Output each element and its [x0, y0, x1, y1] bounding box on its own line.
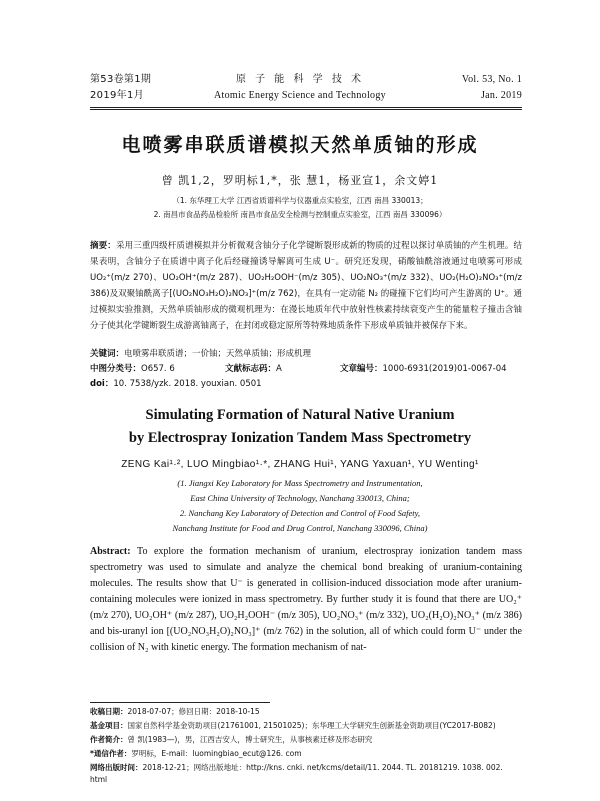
en-title-line-2: by Electrospray Ionization Tandem Mass Spectrometry: [128, 430, 472, 446]
cn-keywords-label: 关键词：: [90, 349, 125, 359]
cn-article-no-label: 文章编号：: [340, 364, 383, 374]
cn-abstract: [90, 238, 522, 334]
footnote-online-label: 网络出版时间：: [90, 763, 143, 772]
en-affiliation-line-1: (1. Jiangxi Key Laboratory for Mass Spectrometry and Instrumentation,: [177, 478, 423, 488]
cn-doc-code-value: A: [276, 364, 282, 374]
footnote-funding: [90, 720, 522, 732]
header-date-cn: 2019年1月: [90, 90, 144, 101]
en-affiliation-line-2: East China University of Technology, Nanchang 330013, China;: [190, 493, 410, 503]
cn-doi-label: doi：: [90, 379, 114, 389]
footnote-corresponding: [90, 748, 522, 760]
header-rule-top: [90, 107, 522, 108]
footnote-received-label: 收稿日期：: [90, 707, 128, 716]
en-affiliation-line-4: Nanchang Institute for Food and Drug Control, Nanchang 330096, China): [172, 523, 428, 533]
footnote-author-bio-text: 曾 凯(1983—)，男，江西吉安人，博士研究生，从事核素迁移及形态研究: [127, 735, 373, 744]
footnote-online-text: 2018-12-21；网络出版地址：http://kns. cnki. net/kcms/detail/11. 2044. TL. 20181219. 1038. 002. html: [90, 763, 503, 784]
cn-article-no: [340, 362, 507, 376]
cn-doc-code: [225, 362, 282, 376]
cn-clc-label: 中图分类号：: [90, 364, 142, 374]
footnote-received-text: 2018-07-07；修回日期：2018-10-15: [127, 707, 260, 716]
cn-affiliation-1: （1. 东华理工大学 江西省质谱科学与仪器重点实验室，江西 南昌 330013；: [172, 196, 428, 205]
cn-abstract-text: 采用三重四级杆质谱模拟并分析微观含铀分子化学键断裂形成新的物质的过程以探讨单质铀的产生机理。结果表明，含铀分子在质谱中离子化后经碰撞诱导解离可生成 U⁻。研究还发现，硝酸铀酰溶液通过电喷雾可形成 UO₂⁺(m/z 270)、UO₂OH⁺(m/z 287)、UO₂H₂OOH⁻(m/z 305)、UO₂NO₃⁺(m/z 332)、UO₂(H₂O)₂NO₃⁺(m/z 386)及双聚铀酰离子[(UO₂NO₃H₂O)₂NO₃]⁺(m/z 762)，在具有一定动能 N₂ 的碰撞下它们均可产生游离的 U⁺。通过模拟实验推测，天然单质铀形成的微观机理为：在漫长地质年代中放射性核素持续衰变产生的能量粒子撞击含铀分子使其化学键断裂生成游离铀离子，在封闭或稳定原所等特殊地质条件下形成单质铀并被保存下来。: [90, 241, 522, 331]
en-abstract-text: To explore the formation mechanism of uranium, electrospray ionization tandem mass spectrometry was used to simulate and analyze the chemical bond breaking of uranium-containing molecules. The results show that U⁻ is generated in collision-induced dissociation mode after uranium-containing molecules were ionized in mass spectrometry. By further study it is found that there are UO₂⁺ (m/z 270), UO₂OH⁺ (m/z 287), UO₂H₂OOH⁻ (m/z 305), UO₂NO₃⁺ (m/z 332), UO₂(H₂O)₂NO₃⁺ (m/z 386) and bis-uranyl ion [(UO₂NO₃H₂O)₂NO₃]⁺ (m/z 762) in the solution, all of which could form U⁻ under the collision of N₂ with kinetic energy. The formation mechanism of nat-: [90, 546, 523, 653]
cn-authors: 曾 凯1,2，罗明标1,*，张 慧1，杨亚宣1，余文婷1: [161, 174, 439, 187]
footnote-received: [90, 706, 522, 718]
cn-abstract-label: 摘要：: [90, 241, 116, 251]
en-abstract: [90, 544, 522, 656]
header-date-en: Jan. 2019: [480, 90, 522, 101]
footnote-funding-label: 基金项目：: [90, 721, 128, 730]
en-affiliation-line-3: 2. Nanchang Key Laboratory of Detection and Control of Food Safety,: [179, 508, 421, 518]
header-volume-en: Vol. 53, No. 1: [461, 74, 522, 85]
footnote-corresponding-text: 罗明标，E-mail：luomingbiao_ecut@126. com: [131, 749, 302, 758]
header-rule-bottom: [90, 109, 522, 110]
cn-affiliation-2: 2. 南昌市食品药品检验所 南昌市食品安全检测与控制重点实验室，江西 南昌 330096）: [153, 210, 447, 219]
cn-doc-code-label: 文献标志码：: [225, 364, 277, 374]
cn-title: 电喷雾串联质谱模拟天然单质铀的形成: [121, 134, 479, 156]
cn-keywords: [90, 347, 311, 361]
header-journal-en: Atomic Energy Science and Technology: [214, 90, 386, 101]
footnote-corresponding-label: *通信作者：: [90, 749, 132, 758]
en-abstract-label: Abstract:: [90, 546, 131, 557]
header-journal-cn: 原 子 能 科 学 技 术: [235, 74, 365, 85]
footnote-author-bio: [90, 734, 522, 746]
footnote-author-bio-label: 作者简介：: [90, 735, 128, 744]
cn-clc: [90, 362, 175, 376]
en-title-line-1: Simulating Formation of Natural Native Uranium: [145, 407, 455, 423]
footnote-rule: [90, 702, 270, 703]
cn-article-no-value: 1000-6931(2019)01-0067-04: [382, 364, 507, 374]
footnote-online: [90, 762, 522, 786]
en-authors: ZENG Kai¹·², LUO Mingbiao¹·*, ZHANG Hui¹, YANG Yaxuan¹, YU Wenting¹: [121, 459, 479, 470]
cn-doi-value: 10. 7538/yzk. 2018. youxian. 0501: [113, 379, 262, 389]
cn-keywords-text: 电喷雾串联质谱；一价铀；天然单质铀；形成机理: [124, 349, 312, 359]
cn-clc-value: O657. 6: [141, 364, 175, 374]
footnote-funding-text: 国家自然科学基金资助项目(21761001, 21501025)；东华理工大学研究生创新基金资助项目(YC2017-B082): [127, 721, 496, 730]
header-volume-cn: 第53卷第1期: [90, 74, 152, 85]
cn-doi: [90, 377, 262, 391]
